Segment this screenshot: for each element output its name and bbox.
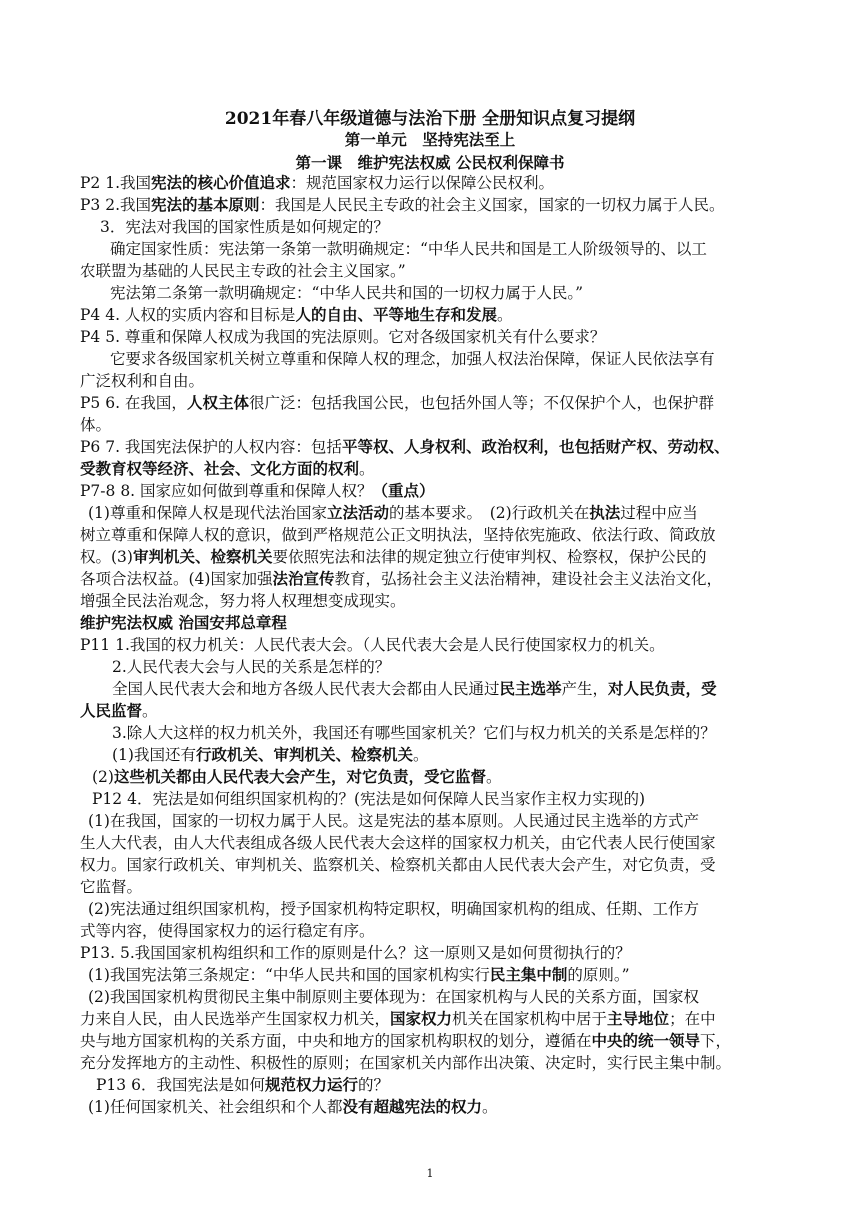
document-title: 2021年春八年级道德与法治下册 全册知识点复习提纲 — [224, 109, 636, 129]
text-run: 充分发挥地方的主动性、积极性的原则；在国家机关内部作出决策、决定时，实行民主集中制。 — [80, 1054, 732, 1072]
text-run: 3．宪法对我国的国家性质是如何规定的？ — [100, 218, 389, 236]
text-run: 教育，弘扬社会主义法治精神，建设社会主义法治文化， — [334, 570, 722, 588]
text-line — [80, 260, 406, 282]
text-line — [80, 876, 142, 898]
text-line — [110, 348, 715, 370]
unit-heading: 第一单元 坚持宪法至上 — [344, 130, 516, 149]
text-run: P2 1.我国 — [80, 174, 152, 192]
text-line — [88, 810, 699, 832]
lesson-heading: 第一课 维护宪法权威 公民权利保障书 — [295, 153, 565, 172]
bold-text: 民主集中制 — [489, 965, 568, 984]
bold-text: 人的自由、平等地生存和发展 — [295, 305, 497, 324]
text-run: P3 2.我国 — [80, 196, 152, 214]
text-run: P4 4. 人权的实质内容和目标是 — [80, 306, 296, 324]
text-run: P6 7. 我国宪法保护的人权内容：包括 — [80, 438, 342, 456]
text-run: 式等内容，使得国家权力的运行稳定有序。 — [80, 922, 375, 940]
page-number: 1 — [426, 1167, 434, 1180]
text-run: ；在中 — [669, 1010, 716, 1028]
text-line — [80, 1030, 731, 1052]
text-run: 农联盟为基础的人民民主专政的社会主义国家。” — [80, 262, 406, 280]
bold-text: 没有超越宪法的权力 — [342, 1097, 482, 1116]
text-run: 各项合法权益。(4)国家加强 — [80, 570, 273, 588]
text-line — [110, 282, 583, 304]
text-run: 树立尊重和保障人权的意识，做到严格规范公正文明执法，坚持依宪施政、依法行政、简政放 — [80, 526, 716, 544]
text-line — [88, 502, 698, 524]
bold-text: 国家权力 — [390, 1009, 453, 1028]
text-run: P5 6. 在我国， — [80, 394, 187, 412]
text-run: 。 — [481, 1098, 498, 1116]
text-run: 权力。国家行政机关、审判机关、监察机关、检察机关都由人民代表大会产生，对它负责，受 — [80, 856, 716, 874]
text-run: P12 4．宪法是如何组织国家机构的？(宪法是如何保障人民当家作主权力实现的) — [92, 790, 646, 808]
text-run: P7-8 8. 国家应如何做到尊重和保障人权？ — [80, 482, 373, 500]
bold-text: 立法活动 — [326, 503, 389, 522]
text-run: P13 6．我国宪法是如何 — [96, 1076, 265, 1094]
text-line — [80, 920, 375, 942]
text-line — [80, 370, 204, 392]
text-run: 机关在国家机构中居于 — [452, 1010, 608, 1028]
text-run: (1)我国宪法第三条规定：“中华人民共和国的国家机构实行 — [88, 966, 490, 984]
text-run: 的？ — [357, 1076, 389, 1094]
text-run: 要依照宪法和法律的规定独立行使审判权、检察权，保护公民的 — [272, 548, 707, 566]
text-run: 宪法第二条第一款明确规定：“中华人民共和国的一切权力属于人民。” — [110, 284, 584, 302]
text-run: ：规范国家权力运行以保障公民权利。 — [290, 174, 555, 192]
text-run: P4 5. 尊重和保障人权成为我国的宪法原则。它对各级国家机关有什么要求？ — [80, 328, 606, 346]
text-line — [100, 216, 389, 238]
bold-text: 主导地位 — [607, 1009, 670, 1028]
text-run: 2.人民代表大会与人民的关系是怎样的？ — [112, 658, 391, 676]
bold-text: 这些机关都由人民代表大会产生，对它负责，受它监督 — [113, 767, 486, 786]
text-line — [88, 898, 699, 920]
text-run: 力来自人民，由人民选举产生国家权力机关， — [80, 1010, 391, 1028]
bold-text: 人民监督 — [80, 701, 143, 720]
text-run: 广泛权利和自由。 — [80, 372, 205, 390]
text-run: 很广泛：包括我国公民，也包括外国人等；不仅保护个人，也保护群 — [248, 394, 714, 412]
text-run: 体。 — [80, 416, 112, 434]
text-run: (1)在我国，国家的一切权力属于人民。这是宪法的基本原则。人民通过民主选举的方式产 — [88, 812, 699, 830]
text-line — [80, 524, 716, 546]
text-line — [80, 414, 111, 436]
text-line — [80, 392, 714, 414]
text-line — [80, 854, 716, 876]
text-line — [88, 964, 630, 986]
text-line — [80, 436, 729, 458]
text-line — [80, 326, 605, 348]
bold-text: （重点） — [372, 481, 435, 500]
text-run: 的原则。” — [567, 966, 630, 984]
text-line — [80, 568, 722, 590]
text-run: (1)任何国家机关、社会组织和个人都 — [88, 1098, 343, 1116]
bold-text: 宪法的基本原则 — [151, 195, 260, 214]
bold-text: 平等权、人身权利、政治权利，也包括财产权、劳动权、 — [341, 437, 730, 456]
text-line — [80, 1052, 731, 1074]
bold-text: 行政机关、审判机关、检察机关 — [195, 745, 413, 764]
text-run: 产生， — [561, 680, 609, 698]
text-line — [88, 986, 699, 1008]
text-run: 下， — [700, 1032, 732, 1050]
text-run: 3.除人大这样的权力机关外，我国还有哪些国家机关？它们与权力机关的关系是怎样的？ — [112, 724, 716, 742]
text-run: 央与地方国家机构的关系方面，中央和地方的国家机构职权的划分，遵循在 — [80, 1032, 592, 1050]
bold-text: 对人民负责，受 — [608, 679, 717, 698]
text-line — [112, 744, 429, 766]
text-line — [92, 766, 502, 788]
text-run: (2)我国国家机构贯彻民主集中制原则主要体现为：在国家机构与人民的关系方面，国家权 — [88, 988, 699, 1006]
bold-text: 法治宣传 — [272, 569, 335, 588]
text-line — [80, 832, 716, 854]
text-line — [80, 1008, 716, 1030]
text-line — [80, 304, 512, 326]
bold-text: 审判机关、检察机关 — [132, 547, 273, 566]
text-line — [80, 172, 554, 194]
bold-text: 受教育权等经济、社会、文化方面的权利 — [80, 459, 360, 478]
text-run: 生人大代表，由人大代表组成各级人民代表大会这样的国家权力机关，由它代表人民行使国家 — [80, 834, 716, 852]
text-run: 的基本要求。 (2)行政机关在 — [388, 504, 590, 522]
text-line — [112, 678, 717, 700]
text-run: P13. 5.我国国家机构组织和工作的原则是什么？这一原则又是如何贯彻执行的？ — [80, 944, 631, 962]
text-line — [112, 722, 716, 744]
text-line — [96, 1074, 389, 1096]
text-run: 权。(3) — [80, 548, 133, 566]
text-line — [80, 700, 158, 722]
bold-text: 规范权力运行 — [264, 1075, 358, 1094]
text-run: P11 1.我国的权力机关：人民代表大会。（人民代表大会是人民行使国家权力的机关。 — [80, 636, 665, 654]
text-run: 增强全民法治观念，努力将人权理想变成现实。 — [80, 592, 406, 610]
text-run: (2) — [92, 768, 114, 786]
text-line — [80, 590, 406, 612]
bold-text: 中央的统一领导 — [591, 1031, 701, 1050]
text-run: 过程中应当 — [620, 504, 698, 522]
text-run: 它要求各级国家机关树立尊重和保障人权的理念，加强人权法治保障，保证人民依法享有 — [110, 350, 715, 368]
text-line — [110, 238, 707, 260]
text-run: 确定国家性质：宪法第一条第一款明确规定：“中华人民共和国是工人阶级领导的、以工 — [110, 240, 707, 258]
bold-text: 宪法的核心价值追求 — [151, 173, 291, 192]
text-run: (1)尊重和保障人权是现代法治国家 — [88, 504, 327, 522]
text-run: 。 — [142, 702, 158, 720]
text-line — [80, 480, 435, 502]
bold-text: 执法 — [589, 503, 621, 522]
text-line — [112, 656, 390, 678]
text-run: 。 — [412, 746, 429, 764]
text-line — [92, 788, 645, 810]
text-run: 。 — [496, 306, 513, 324]
bold-text: 维护宪法权威 治国安邦总章程 — [80, 613, 287, 632]
text-line — [80, 612, 287, 634]
text-line — [88, 1096, 498, 1118]
text-run: 它监督。 — [80, 878, 143, 896]
text-line — [80, 458, 375, 480]
text-run: 全国人民代表大会和地方各级人民代表大会都由人民通过 — [112, 680, 500, 698]
bold-text: 人权主体 — [186, 393, 249, 412]
text-line — [80, 546, 707, 568]
text-line — [80, 942, 631, 964]
text-run: ：我国是人民民主专政的社会主义国家，国家的一切权力属于人民。 — [259, 196, 725, 214]
text-run: (1)我国还有 — [112, 746, 196, 764]
text-run: 。 — [359, 460, 375, 478]
text-run: 。 — [485, 768, 502, 786]
bold-text: 民主选举 — [499, 679, 562, 698]
text-line — [80, 194, 725, 216]
text-run: (2)宪法通过组织国家机构，授予国家机构特定职权，明确国家机构的组成、任期、工作方 — [88, 900, 699, 918]
text-line — [80, 634, 665, 656]
